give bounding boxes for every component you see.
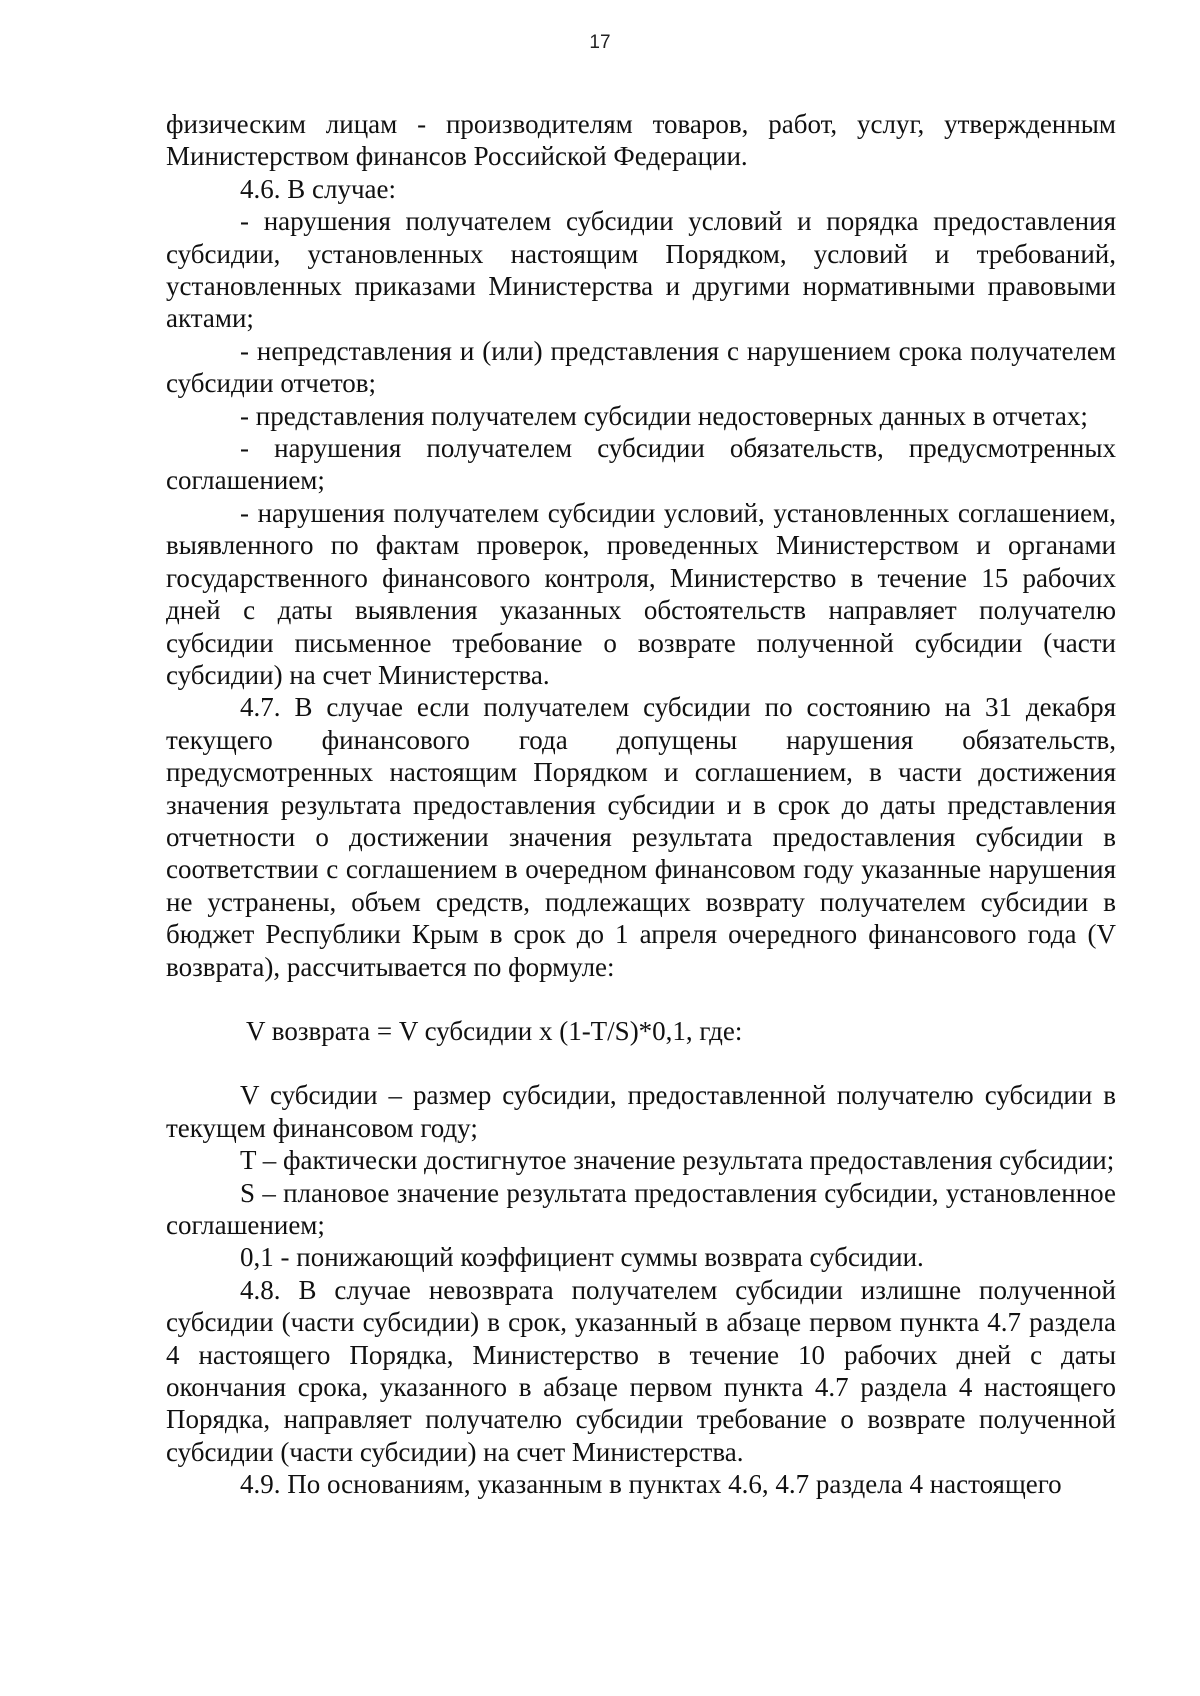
list-item-inspection-violation: - нарушения получателем субсидии условий, установленных соглашением, выявленного по фактам проверок, проведенных Министерством и органами государственного финансового контроля, Министерство в течение 15 рабочих дней с даты выявления указанных обстоятельств направляет получателю субсидии письменное требование о возврате полученной субсидии (части субсидии) на счет Министерства. — [166, 497, 1116, 690]
refund-formula: V возврата = V субсидии x (1-T/S)*0,1, где: — [246, 1015, 743, 1046]
formula-definition-coefficient: 0,1 - понижающий коэффициент суммы возврата субсидии. — [240, 1242, 924, 1273]
clause-4-8: 4.8. В случае невозврата получателем субсидии излишне полученной субсидии (части субсидии) в срок, указанный в абзаце первом пункта 4.7 раздела 4 настоящего Порядка, Министерство в течение 10 рабочих дней с даты окончания срока, указанного в абзаце первом пункта 4.7 раздела 4 настоящего Порядка, направляет получателю субсидии требование о возврате полученной субсидии (части субсидии) на счет Министерства. — [166, 1274, 1116, 1467]
list-item-violation-conditions: - нарушения получателем субсидии условий и порядка предоставления субсидии, установленных настоящим Порядком, условий и требований, установленных приказами Министерства и другими нормативными правовыми актами; — [166, 206, 1116, 334]
formula-definition-v-subsidy: V субсидии – размер субсидии, предоставленной получателю субсидии в текущем финансовом году; — [166, 1080, 1116, 1143]
document-body — [166, 108, 1116, 1501]
paragraph-continuation: физическим лицам - производителям товаров, работ, услуг, утвержденным Министерством финансов Российской Федерации. — [166, 109, 1116, 172]
page-number: 17 — [589, 32, 611, 53]
clause-4-6-heading: 4.6. В случае: — [240, 173, 397, 204]
list-item-obligations-violation: - нарушения получателем субсидии обязательств, предусмотренных соглашением; — [166, 433, 1116, 496]
formula-definition-s: S – плановое значение результата предоставления субсидии, установленное соглашением; — [166, 1177, 1116, 1240]
clause-4-9: 4.9. По основаниям, указанным в пунктах 4.6, 4.7 раздела 4 настоящего — [240, 1469, 1062, 1500]
formula-definition-t: T – фактически достигнутое значение результата предоставления субсидии; — [240, 1145, 1115, 1176]
list-item-unreliable-data: - представления получателем субсидии недостоверных данных в отчетах; — [240, 400, 1088, 431]
list-item-reports-not-submitted: - непредставления и (или) представления с нарушением срока получателем субсидии отчетов; — [166, 335, 1116, 399]
clause-4-7: 4.7. В случае если получателем субсидии по состоянию на 31 декабря текущего финансового года допущены нарушения обязательств, предусмотренных настоящим Порядком и соглашением, в части достижения значения результата предоставления субсидии и в срок до даты представления отчетности о достижении значения результата предоставления субсидии в соответствии с соглашением в очередном финансовом году указанные нарушения не устранены, объем средств, подлежащих возврату получателем субсидии в бюджет Республики Крым в срок до 1 апреля очередного финансового года (V возврата), рассчитывается по формуле: — [166, 692, 1116, 982]
